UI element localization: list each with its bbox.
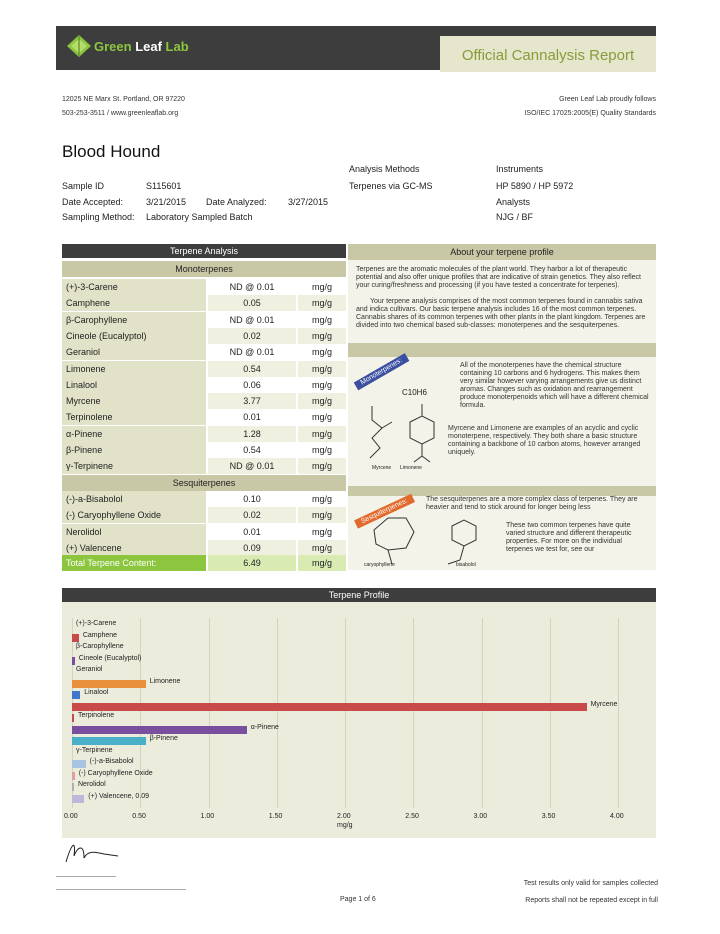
terpene-unit: mg/g xyxy=(311,412,332,423)
total-value: 6.49 xyxy=(208,555,296,571)
sesqui-paragraph-2: These two common terpenes have quite varied structure and different therapeutic properties. For more on the individual terpenes we test for, see our xyxy=(506,522,632,553)
terpene-row xyxy=(62,361,346,377)
terpene-unit: mg/g xyxy=(298,540,346,556)
bisabolol-caption: bisabolol xyxy=(456,562,476,568)
chart-bar-label: γ-Terpinene xyxy=(76,746,113,754)
sampling-method-value: Laboratory Sampled Batch xyxy=(146,212,253,222)
chart-bar xyxy=(72,691,80,699)
terpene-value: ND @ 0.01 xyxy=(229,314,275,325)
terpene-row xyxy=(62,524,346,540)
monoterpene-structures-icon xyxy=(352,398,448,472)
terpene-row xyxy=(62,295,346,311)
analysis-methods-label: Analysis Methods xyxy=(349,164,420,174)
sesquiterpene-structures-icon xyxy=(352,508,502,570)
signature-subline xyxy=(56,889,186,890)
terpene-value: 0.54 xyxy=(208,361,296,377)
terpene-unit: mg/g xyxy=(298,361,346,377)
terpene-unit: mg/g xyxy=(311,526,332,537)
total-unit: mg/g xyxy=(298,555,346,571)
terpene-row xyxy=(62,507,346,523)
analysts-label: Analysts xyxy=(496,197,531,207)
chart-bar-label: α-Pinene xyxy=(250,723,279,731)
terpene-value: ND @ 0.01 xyxy=(229,347,275,358)
terpene-row xyxy=(62,279,346,295)
terpene-unit: mg/g xyxy=(311,347,332,358)
sample-id-value: S115601 xyxy=(146,181,182,191)
terpene-row xyxy=(62,312,346,328)
formula-text: C10H6 xyxy=(402,388,427,397)
terpene-value: 0.02 xyxy=(208,507,296,523)
terpene-name: Camphene xyxy=(62,295,206,311)
chart-bar xyxy=(72,795,84,803)
signature-line xyxy=(56,876,116,877)
terpene-value: 0.09 xyxy=(208,540,296,556)
chart-tick-label: 0.50 xyxy=(132,813,146,820)
terpene-unit: mg/g xyxy=(298,507,346,523)
chart-tick-label: 0.00 xyxy=(64,813,78,820)
chart-xlabel: mg/g xyxy=(337,822,353,829)
terpene-value: 0.01 xyxy=(243,412,261,423)
terpene-unit: mg/g xyxy=(298,328,346,344)
chart-bar xyxy=(72,714,74,722)
chart-bar xyxy=(72,760,86,768)
chart-bar xyxy=(72,726,247,734)
signature-icon xyxy=(62,836,122,868)
terpene-unit: mg/g xyxy=(311,282,332,292)
chart-tick-label: 1.00 xyxy=(200,813,215,820)
terpene-row xyxy=(62,409,346,425)
sesqui-band xyxy=(348,486,656,496)
chart-bar-label: (-)-a-Bisabolol xyxy=(89,758,134,765)
mono-paragraph-1: All of the monoterpenes have the chemical structure containing 10 carbons and 6 hydrogens. This makes them very similar however varying arrangements give us distinct aromas. Changes such as oxidation and rearrangement produce monoterpenoids which will have a different chemical formula. xyxy=(460,362,649,409)
chart-title: Terpene Profile xyxy=(62,588,656,602)
terpene-name: Geraniol xyxy=(62,344,206,360)
terpene-name: (-) Caryophyllene Oxide xyxy=(62,507,206,523)
terpene-unit: mg/g xyxy=(298,295,346,311)
terpene-name: (+)-3-Carene xyxy=(62,279,206,295)
chart-area xyxy=(72,620,618,806)
terpene-value: 3.77 xyxy=(208,393,296,409)
terpene-name: (+) Valencene xyxy=(62,540,206,556)
terpene-name: Nerolidol xyxy=(62,524,206,540)
terpene-name: Myrcene xyxy=(62,393,206,409)
chart-gridline xyxy=(618,618,619,808)
sesqui-paragraph-1: The sesquiterpenes are a more complex class of terpenes. They are heavier and tend to stick around for longer being less xyxy=(426,496,638,511)
terpene-unit: mg/g xyxy=(311,445,332,455)
chart-tick-label: 3.50 xyxy=(541,813,556,820)
terpene-name: Linalool xyxy=(62,377,206,393)
chart-bar-label: Geraniol xyxy=(76,666,103,673)
limonene-caption: Limonene xyxy=(400,465,422,471)
about-title: About your terpene profile xyxy=(348,244,656,260)
terpene-value: ND @ 0.01 xyxy=(229,282,275,292)
instruments-value: HP 5890 / HP 5972 xyxy=(496,181,574,191)
chart-tick-label: 1.50 xyxy=(268,813,283,820)
terpene-unit: mg/g xyxy=(298,426,346,442)
report-title-box xyxy=(440,36,656,72)
sample-id-label: Sample ID xyxy=(62,181,105,191)
terpene-row xyxy=(62,426,346,442)
terpene-row xyxy=(62,344,346,360)
terpene-row xyxy=(62,328,346,344)
leaf-logo-icon xyxy=(66,34,92,58)
chart-bar-label: Nerolidol xyxy=(78,781,106,788)
terpene-unit: mg/g xyxy=(298,458,346,474)
chart-bar-label: Camphene xyxy=(82,631,118,639)
logo-text: Green Leaf Lab xyxy=(94,39,189,54)
terpene-value: 0.54 xyxy=(243,445,261,455)
terpene-value: 0.01 xyxy=(243,526,261,537)
terpene-name: Terpinolene xyxy=(62,409,206,425)
chart-bar xyxy=(72,772,75,780)
chart-bar-label: β-Pinene xyxy=(149,735,178,742)
chart-tick-label: 3.00 xyxy=(473,813,488,820)
myrcene-caption: Myrcene xyxy=(372,465,392,471)
chart-bar-label: Limonene xyxy=(149,677,181,685)
lab-contact: 503-253-3511 / www.greenleaflab.org xyxy=(62,110,179,117)
page-number: Page 1 of 6 xyxy=(340,896,376,903)
monoterpenes-ribbon: Monoterpenes: xyxy=(354,353,409,390)
chart-tick-label: 2.50 xyxy=(405,813,419,820)
chart-bar-label: (+)-3-Carene xyxy=(76,620,117,627)
footer-note-1: Test results only valid for samples collected xyxy=(523,880,658,887)
terpene-value: 0.06 xyxy=(243,379,261,390)
total-terpene-row xyxy=(62,555,346,571)
terpene-row xyxy=(62,540,346,556)
terpene-name: (-)-a-Bisabolol xyxy=(62,491,206,507)
terpene-row xyxy=(62,377,346,393)
terpene-name: α-Pinene xyxy=(62,426,206,442)
monoterpenes-heading: Monoterpenes xyxy=(62,261,346,277)
strain-name: Blood Hound xyxy=(62,142,161,161)
sesquiterpenes-ribbon: Sesquiterpenes: xyxy=(354,494,415,529)
chart-tick-label: 4.00 xyxy=(610,813,624,820)
terpene-row xyxy=(62,458,346,474)
chart-bar xyxy=(72,657,75,665)
report-title: Official Cannalysis Report xyxy=(461,47,635,64)
instruments-label: Instruments xyxy=(496,164,544,174)
about-paragraph-2: Your terpene analysis comprises of the most common terpenes found in cannabis sativa and indica cultivars. Our basic terpene analysis includes 16 of the most common terpenes. Cannabis shares of its common terpenes with other plants in the plant kingdom. Terpenes are divided into two chemical based sub-classes: monoterpenes and the sesquiterpenes. xyxy=(356,298,646,329)
date-accepted-value: 3/21/2015 xyxy=(146,197,187,207)
terpene-row xyxy=(62,491,346,507)
about-paragraph-1: Terpenes are the aromatic molecules of the plant world. They harbor a lot of therapeutic potential and also offer unique profiles that are indicative of strain genetics. They also reflect your curing/freshness and processing (if you have tested a concentrate for terpenes). xyxy=(356,266,641,289)
terpene-value: 0.05 xyxy=(208,295,296,311)
mono-paragraph-2: Myrcene and Limonene are examples of an acyclic and cyclic monoterpene, respectively. They both share a basic structure containing a backbone of 10 carbon atoms, however arranged uniquely. xyxy=(448,425,641,456)
lab-proud: Green Leaf Lab proudly follows xyxy=(559,96,656,103)
chart-bar-label: (+) Valencene, 0.09 xyxy=(88,792,150,800)
terpene-row xyxy=(62,393,346,409)
terpene-name: β-Carophyllene xyxy=(62,312,206,328)
chart-bar-label: Terpinolene xyxy=(78,712,115,719)
chart-bar xyxy=(72,703,587,711)
chart-bar xyxy=(72,783,74,791)
date-analyzed-value: 3/27/2015 xyxy=(288,197,329,207)
chart-bar xyxy=(72,634,79,642)
chart-bar xyxy=(72,737,146,745)
chart-bar-label: Cineole (Eucalyptol) xyxy=(78,654,142,662)
chart-bar-label: Myrcene xyxy=(590,700,618,708)
chart-bar xyxy=(72,680,146,688)
terpene-unit: mg/g xyxy=(311,379,332,390)
caryophyllene-caption: caryophyllene xyxy=(364,562,395,568)
terpene-unit: mg/g xyxy=(311,494,332,504)
terpene-unit: mg/g xyxy=(298,393,346,409)
analysis-methods-value: Terpenes via GC-MS xyxy=(349,181,433,191)
terpene-name: Limonene xyxy=(62,361,206,377)
terpene-row xyxy=(62,442,346,458)
terpene-unit: mg/g xyxy=(311,314,332,325)
sesquiterpenes-heading: Sesquiterpenes xyxy=(62,475,346,491)
terpene-name: γ-Terpinene xyxy=(62,458,206,474)
date-analyzed-label: Date Analyzed: xyxy=(206,197,267,207)
chart-bar-label: Linalool xyxy=(84,689,109,696)
terpene-value: 0.02 xyxy=(208,328,296,344)
chart-tick-label: 2.00 xyxy=(337,813,351,820)
mono-band xyxy=(348,343,656,357)
terpene-name: Cineole (Eucalyptol) xyxy=(62,328,206,344)
lab-standard: ISO/IEC 17025:2005(E) Quality Standards xyxy=(524,110,656,117)
terpene-name: β-Pinene xyxy=(62,442,206,458)
total-label: Total Terpene Content: xyxy=(62,555,206,571)
lab-address: 12025 NE Marx St. Portland, OR 97220 xyxy=(62,96,185,103)
terpene-analysis-title: Terpene Analysis xyxy=(62,244,346,258)
sampling-method-label: Sampling Method: xyxy=(62,212,135,222)
chart-bar-label: β-Carophyllene xyxy=(76,643,124,650)
date-accepted-label: Date Accepted: xyxy=(62,197,124,207)
footer-note-2: Reports shall not be repeated except in full xyxy=(525,897,658,904)
analysts-value: NJG / BF xyxy=(496,212,534,222)
terpene-value: ND @ 0.01 xyxy=(208,458,296,474)
terpene-value: 0.10 xyxy=(243,494,261,504)
chart-bar-label: (-) Caryophyllene Oxide xyxy=(78,769,153,777)
terpene-value: 1.28 xyxy=(208,426,296,442)
